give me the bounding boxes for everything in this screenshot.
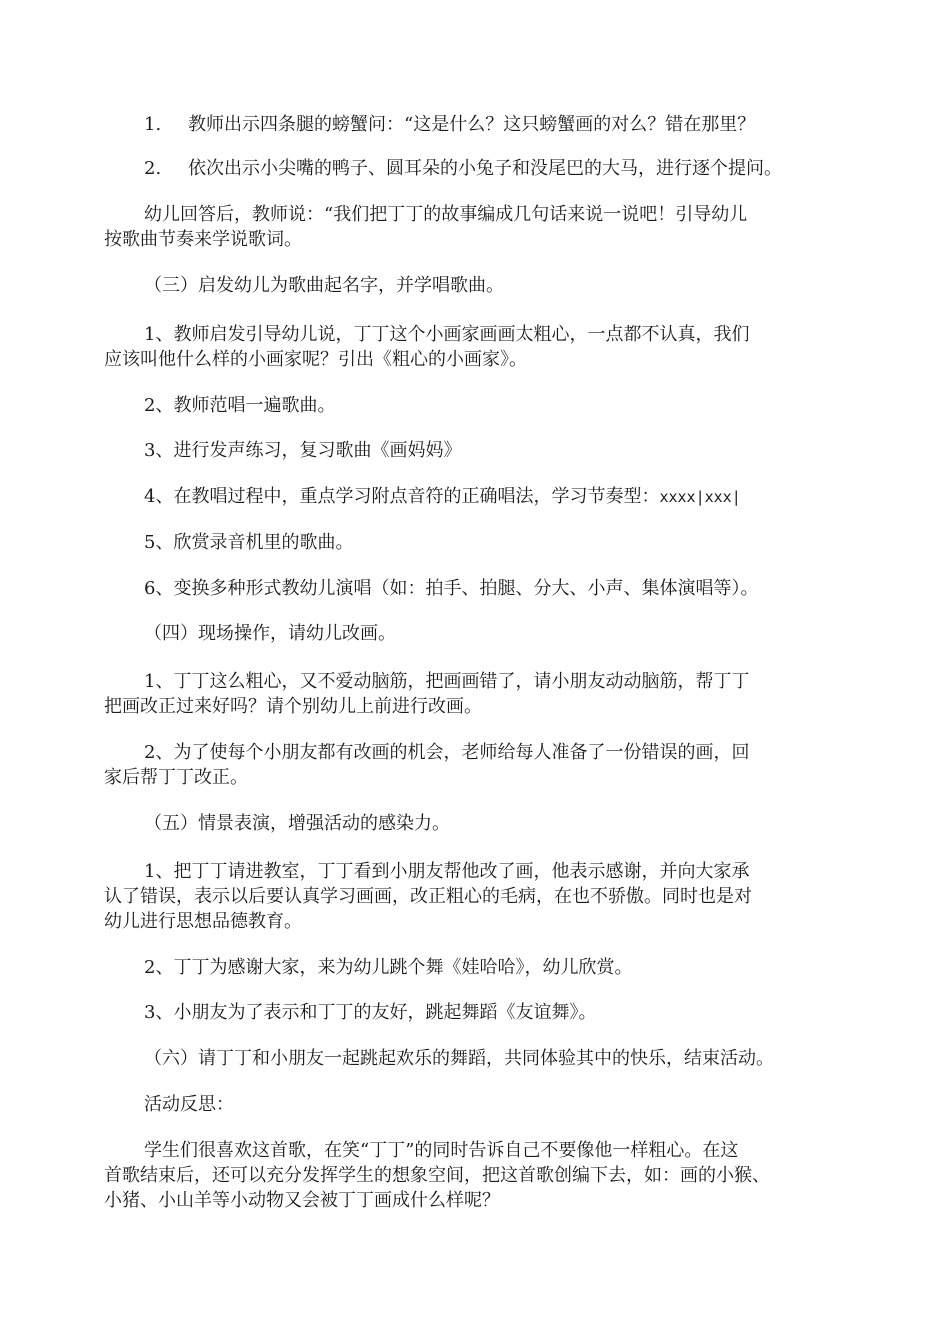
paragraph-line: 2、丁丁为感谢大家，来为幼儿跳个舞《娃哈哈》，幼儿欣赏。: [144, 957, 633, 978]
paragraph-line: 把画改正过来好吗？请个别幼儿上前进行改画。: [104, 696, 482, 717]
paragraph-line: 应该叫他什么样的小画家呢？引出《粗心的小画家》。: [104, 349, 527, 370]
paragraph-line: 1、丁丁这么粗心，又不爱动脑筋，把画画错了，请小朋友动动脑筋，帮丁丁: [144, 671, 750, 692]
paragraph-step-2: [104, 156, 864, 181]
paragraph-line: 4、在教唱过程中，重点学习附点音符的正确唱法，学习节奏型：xxxx|xxx|: [144, 486, 741, 507]
paragraph-line: 认了错误，表示以后要认真学习画画，改正粗心的毛病，在也不骄傲。同时也是对: [104, 886, 752, 907]
paragraph-step-1: [104, 112, 864, 137]
list-number: 2.: [144, 158, 162, 179]
section-heading-4: [104, 621, 864, 646]
paragraph-line: （三）启发幼儿为歌曲起名字，并学唱歌曲。: [144, 275, 504, 296]
paragraph-line: （四）现场操作，请幼儿改画。: [144, 623, 396, 644]
paragraph-4-1: [104, 669, 864, 719]
list-number: 1.: [144, 114, 162, 135]
reflection-heading: [104, 1092, 864, 1117]
paragraph-line: （六）请丁丁和小朋友一起跳起欢乐的舞蹈，共同体验其中的快乐，结束活动。: [144, 1048, 774, 1069]
paragraph-line: 5、欣赏录音机里的歌曲。: [144, 532, 354, 553]
paragraph-3-5: [104, 530, 864, 555]
paragraph-line: 1、教师启发引导幼儿说，丁丁这个小画家画画太粗心，一点都不认真，我们: [144, 324, 750, 345]
paragraph-3-3: [104, 438, 864, 463]
paragraph-line: 1、把丁丁请进教室，丁丁看到小朋友帮他改了画，他表示感谢，并向大家承: [144, 861, 750, 882]
paragraph-3-4: [104, 484, 864, 510]
paragraph-line: 幼儿进行思想品德教育。: [104, 911, 302, 932]
paragraph-5-1: [104, 859, 864, 934]
paragraph-4-2: [104, 740, 864, 790]
paragraph-line: 家后帮丁丁改正。: [104, 767, 248, 788]
paragraph-line: 3、小朋友为了表示和丁丁的友好，跳起舞蹈《友谊舞》。: [144, 1002, 597, 1023]
paragraph-line: 按歌曲节奏来学说歌词。: [104, 229, 302, 250]
paragraph-line: 6、变换多种形式教幼儿演唱（如：拍手、拍腿、分大、小声、集体演唱等）。: [144, 578, 759, 599]
reflection-body: [104, 1138, 864, 1213]
paragraph-line: 2. 依次出示小尖嘴的鸭子、圆耳朵的小兔子和没尾巴的大马，进行逐个提问。: [144, 158, 782, 179]
section-heading-6: [104, 1046, 864, 1071]
paragraph-line: 首歌结束后，还可以充分发挥学生的想象空间，把这首歌创编下去，如：画的小猴、: [104, 1165, 770, 1186]
rhythm-pattern: xxxx|xxx|: [659, 488, 741, 506]
paragraph-teacher-says: [104, 202, 864, 252]
paragraph-line: 1. 教师出示四条腿的螃蟹问：“这是什么？这只螃蟹画的对么？错在那里？: [144, 114, 756, 135]
section-heading-3: [104, 273, 864, 298]
section-heading-5: [104, 811, 864, 836]
paragraph-line: （五）情景表演，增强活动的感染力。: [144, 813, 450, 834]
paragraph-line: 学生们很喜欢这首歌，在笑“丁丁”的同时告诉自己不要像他一样粗心。在这: [144, 1140, 739, 1161]
paragraph-line: 2、教师范唱一遍歌曲。: [144, 395, 336, 416]
paragraph-3-1: [104, 322, 864, 372]
paragraph-line: 幼儿回答后，教师说：“我们把丁丁的故事编成几句话来说一说吧！引导幼儿: [144, 204, 748, 225]
paragraph-line: 活动反思：: [144, 1094, 234, 1115]
paragraph-3-2: [104, 393, 864, 418]
paragraph-3-6: [104, 576, 864, 601]
paragraph-line: 3、进行发声练习，复习歌曲《画妈妈》: [144, 440, 462, 461]
paragraph-5-3: [104, 1000, 864, 1025]
paragraph-5-2: [104, 955, 864, 980]
paragraph-line: 小猪、小山羊等小动物又会被丁丁画成什么样呢？: [104, 1190, 500, 1211]
paragraph-line: 2、为了使每个小朋友都有改画的机会，老师给每人准备了一份错误的画，回: [144, 742, 750, 763]
